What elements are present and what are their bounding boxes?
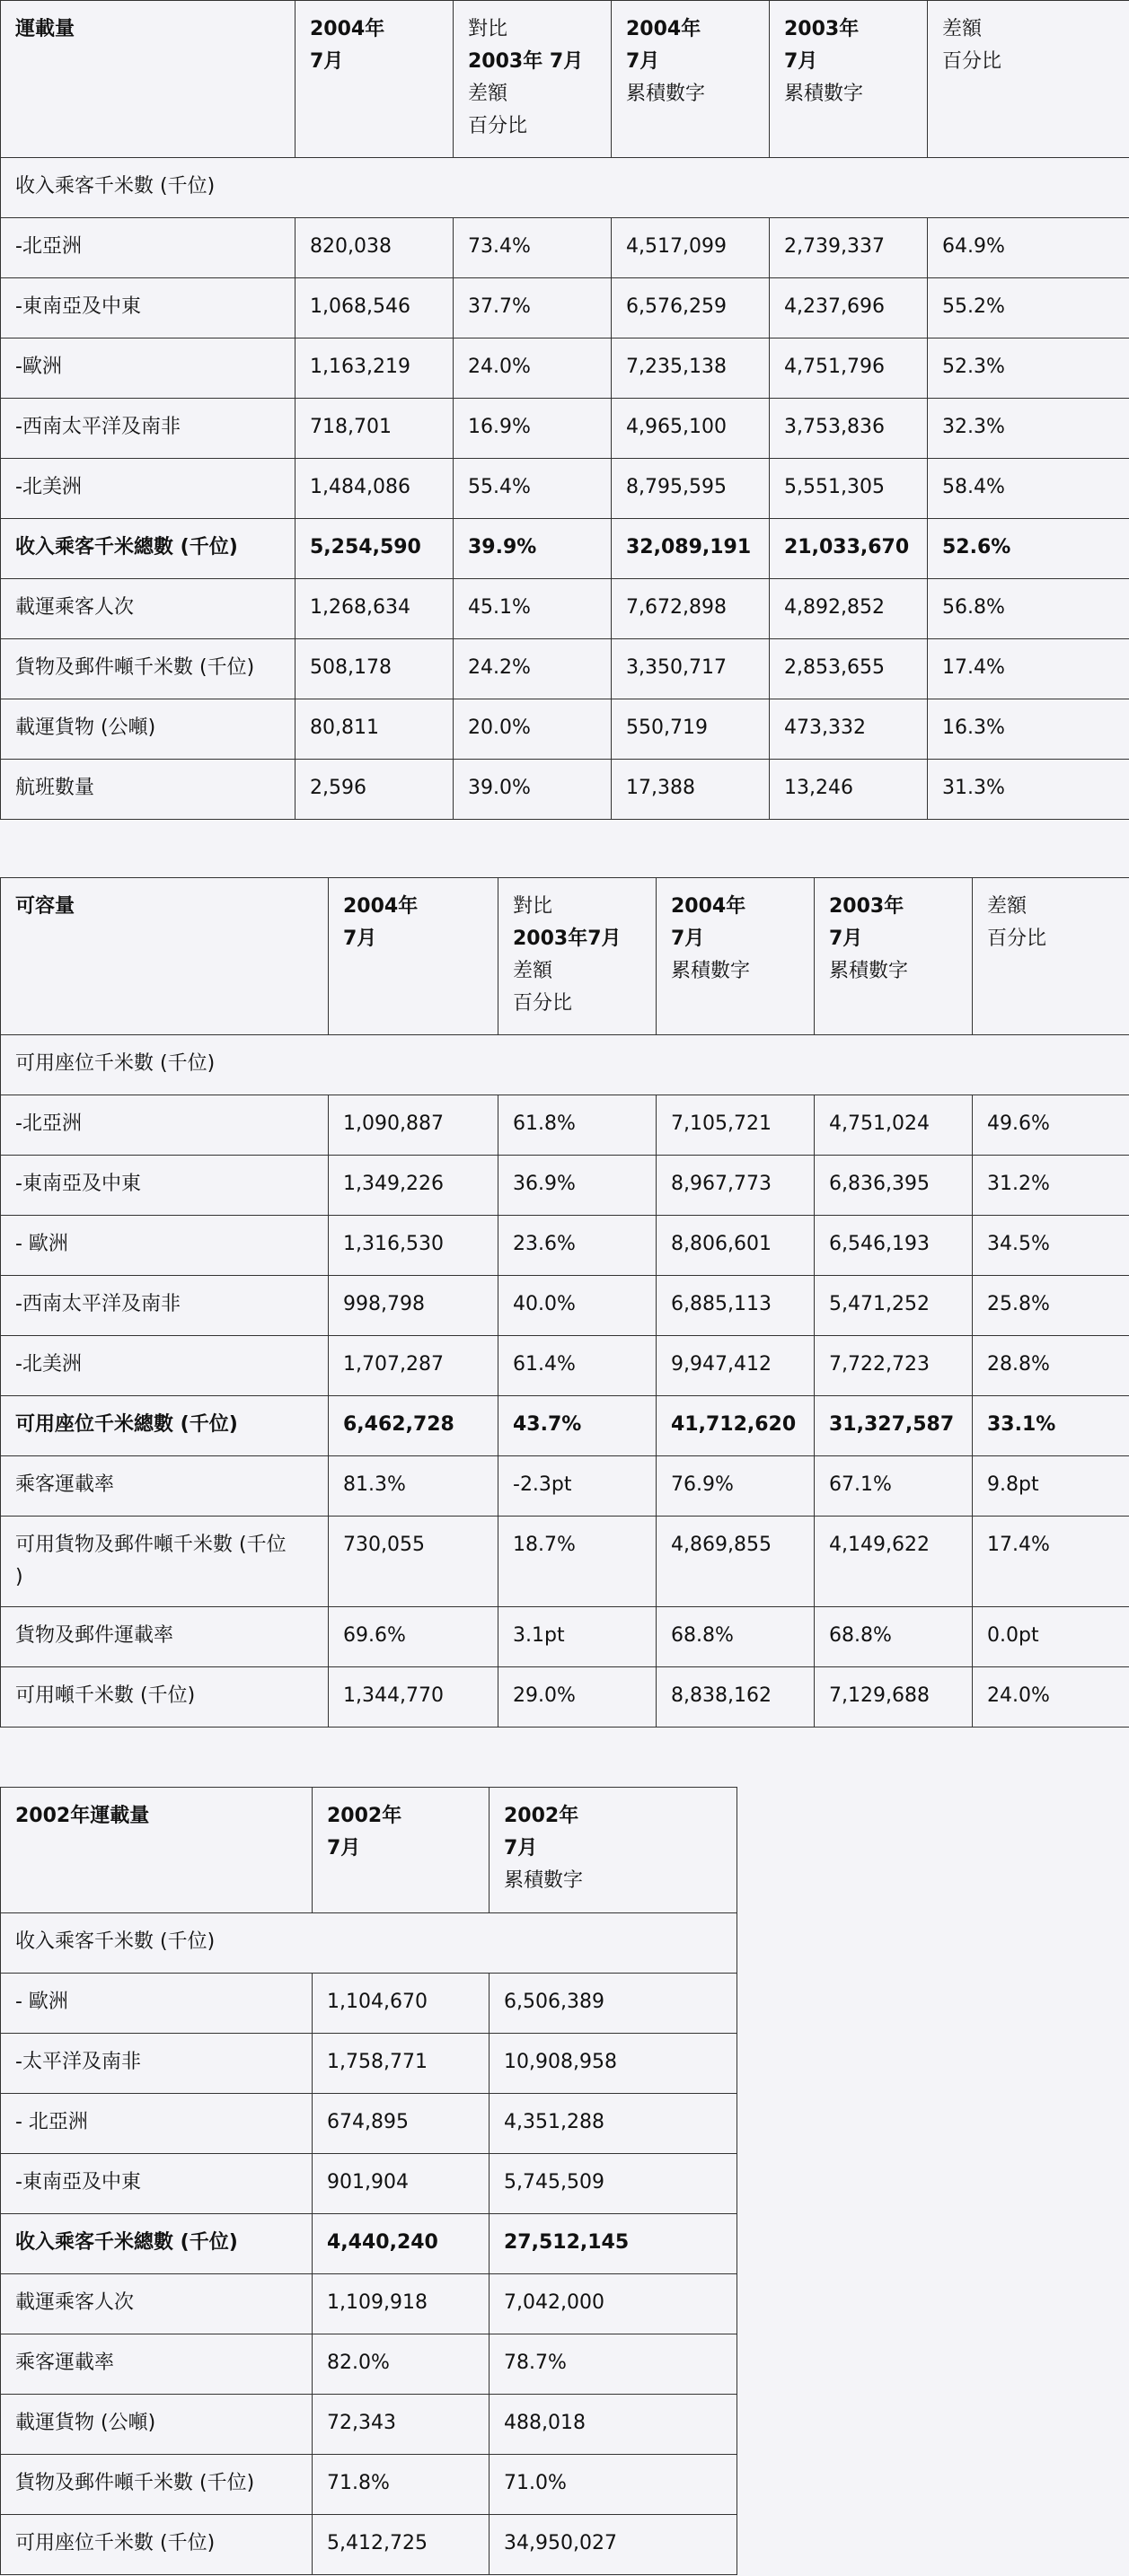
table-row [1,1156,1129,1216]
data-cell: 5,551,305 [770,459,928,519]
traffic-table-2002 [0,1787,737,2575]
table-header-row [1,1,1129,158]
data-cell: 61.8% [498,1095,657,1156]
table-row [1,1517,1129,1607]
table-header-row [1,878,1129,1035]
data-cell: 6,546,193 [815,1216,973,1276]
data-cell: 55.2% [928,278,1129,338]
row-label: 乘客運載率 [1,1456,329,1517]
header-line: 2004年 [343,895,419,918]
traffic-table-2004 [0,0,1129,820]
header-line: 累積數字 [671,960,751,982]
data-cell: 4,965,100 [612,399,770,459]
header-line: 7月 [784,50,818,73]
header-cell [329,878,498,1035]
row-label: 貨物及郵件運載率 [1,1607,329,1667]
row-label: 載運乘客人次 [1,2274,313,2334]
data-cell: 718,701 [295,399,454,459]
data-cell: 72,343 [313,2395,490,2455]
header-line: 差額 [987,895,1028,918]
data-cell: 18.7% [498,1517,657,1607]
table-row [1,699,1129,760]
row-label: -太平洋及南非 [1,2034,313,2094]
data-cell: 820,038 [295,218,454,278]
data-cell: 6,885,113 [657,1276,815,1336]
data-cell: 61.4% [498,1336,657,1396]
header-line: 7月 [626,50,660,73]
header-line: 2004年 [310,18,385,40]
data-cell: 71.8% [313,2455,490,2515]
data-cell: 40.0% [498,1276,657,1336]
data-cell: 488,018 [490,2395,737,2455]
header-line: 百分比 [468,115,528,137]
header-line: 7月 [310,50,344,73]
data-cell: 1,707,287 [329,1336,498,1396]
header-cell [657,878,815,1035]
header-line: 7月 [671,928,705,950]
table-row [1,579,1129,639]
data-cell: 4,751,024 [815,1095,973,1156]
data-cell: 36.9% [498,1156,657,1216]
header-cell [973,878,1129,1035]
header-line: 2003年 [829,895,904,918]
row-label: 載運乘客人次 [1,579,295,639]
data-cell: 82.0% [313,2334,490,2395]
section-row [1,1913,737,1974]
data-cell: 10,908,958 [490,2034,737,2094]
data-cell: 31.3% [928,760,1129,820]
data-cell: 1,758,771 [313,2034,490,2094]
header-line: 對比 [468,18,508,40]
data-cell: 7,672,898 [612,579,770,639]
table-row [1,2515,737,2575]
header-line: 2002年 [327,1805,402,1827]
data-cell: 25.8% [973,1276,1129,1336]
data-cell: 32,089,191 [612,519,770,579]
data-cell: 473,332 [770,699,928,760]
table-row [1,278,1129,338]
data-cell: 67.1% [815,1456,973,1517]
data-cell: 39.9% [454,519,612,579]
header-line: 2002年 [504,1805,579,1827]
row-label: - 歐洲 [1,1216,329,1276]
table-row [1,519,1129,579]
header-cell [454,1,612,158]
header-line: 7月 [343,928,377,950]
data-cell: 2,596 [295,760,454,820]
data-cell: 901,904 [313,2154,490,2214]
row-label: -西南太平洋及南非 [1,399,295,459]
header-line: 7月 [829,928,863,950]
data-cell: 29.0% [498,1667,657,1728]
table-row [1,1336,1129,1396]
header-line: 差額 [513,960,553,982]
table-row [1,1396,1129,1456]
data-cell: 23.6% [498,1216,657,1276]
row-label: 可用座位千米總數 (千位) [1,1396,329,1456]
header-cell [612,1,770,158]
data-cell: 0.0pt [973,1607,1129,1667]
row-label: 貨物及郵件噸千米數 (千位) [1,2455,313,2515]
header-line: 2003年 [784,18,860,40]
data-cell: 9.8pt [973,1456,1129,1517]
section-row [1,158,1129,218]
table-row [1,218,1129,278]
data-cell: 68.8% [815,1607,973,1667]
header-line: 7月 [327,1837,361,1859]
data-cell: 39.0% [454,760,612,820]
data-cell: 32.3% [928,399,1129,459]
data-cell: 7,105,721 [657,1095,815,1156]
data-cell: 8,967,773 [657,1156,815,1216]
table-row [1,2034,737,2094]
data-cell: 78.7% [490,2334,737,2395]
data-cell: 8,806,601 [657,1216,815,1276]
data-cell: 730,055 [329,1517,498,1607]
header-line: 2003年7月 [513,928,622,950]
data-cell: 4,869,855 [657,1517,815,1607]
header-line: 對比 [513,895,553,918]
data-cell: 4,237,696 [770,278,928,338]
table-row [1,1607,1129,1667]
row-label: -東南亞及中東 [1,1156,329,1216]
table-row [1,760,1129,820]
data-cell: 3.1pt [498,1607,657,1667]
data-cell: 4,892,852 [770,579,928,639]
row-label: 可用噸千米數 (千位) [1,1667,329,1728]
table-header-row [1,1788,737,1913]
header-cell: 2002年運載量 [1,1788,313,1913]
data-cell: 24.2% [454,639,612,699]
data-cell: 508,178 [295,639,454,699]
data-cell: 5,254,590 [295,519,454,579]
table-row [1,1456,1129,1517]
header-line: 2004年 [671,895,746,918]
data-cell: 68.8% [657,1607,815,1667]
data-cell: 28.8% [973,1336,1129,1396]
table-row [1,2094,737,2154]
data-cell: 4,751,796 [770,338,928,399]
row-label: -北美洲 [1,459,295,519]
data-cell: 1,344,770 [329,1667,498,1728]
data-cell: -2.3pt [498,1456,657,1517]
table-row [1,639,1129,699]
row-label: 載運貨物 (公噸) [1,699,295,760]
data-cell: 6,462,728 [329,1396,498,1456]
data-cell: 1,316,530 [329,1216,498,1276]
table-row [1,1276,1129,1336]
row-label: -北美洲 [1,1336,329,1396]
data-cell: 24.0% [454,338,612,399]
data-cell: 69.6% [329,1607,498,1667]
data-cell: 17.4% [973,1517,1129,1607]
table-row [1,1216,1129,1276]
header-cell [313,1788,490,1913]
data-cell: 17.4% [928,639,1129,699]
header-cell [928,1,1129,158]
data-cell: 550,719 [612,699,770,760]
header-cell: 運載量 [1,1,295,158]
data-cell: 3,753,836 [770,399,928,459]
row-label: 貨物及郵件噸千米數 (千位) [1,639,295,699]
section-label: 收入乘客千米數 (千位) [1,1913,737,1974]
header-cell [815,878,973,1035]
data-cell: 1,109,918 [313,2274,490,2334]
data-cell: 1,484,086 [295,459,454,519]
row-label: 航班數量 [1,760,295,820]
header-line: 7月 [504,1837,538,1859]
data-cell: 64.9% [928,218,1129,278]
data-cell: 4,440,240 [313,2214,490,2274]
data-cell: 6,506,389 [490,1974,737,2034]
table-row [1,2334,737,2395]
data-cell: 80,811 [295,699,454,760]
section-label: 可用座位千米數 (千位) [1,1035,1129,1095]
capacity-table-2004 [0,877,1129,1728]
header-line: 2003年 7月 [468,50,584,73]
data-cell: 43.7% [498,1396,657,1456]
data-cell: 71.0% [490,2455,737,2515]
header-cell [498,878,657,1035]
header-cell: 可容量 [1,878,329,1035]
row-label: -東南亞及中東 [1,2154,313,2214]
data-cell: 27,512,145 [490,2214,737,2274]
header-line: 累積數字 [829,960,909,982]
data-cell: 13,246 [770,760,928,820]
section-label: 收入乘客千米數 (千位) [1,158,1129,218]
table-row [1,338,1129,399]
row-label: - 北亞洲 [1,2094,313,2154]
table-row [1,2395,737,2455]
header-line: 2004年 [626,18,701,40]
header-line: 百分比 [942,50,1002,73]
data-cell: 37.7% [454,278,612,338]
data-cell: 55.4% [454,459,612,519]
row-label: -北亞洲 [1,1095,329,1156]
row-label: 可用座位千米數 (千位) [1,2515,313,2575]
row-label: 收入乘客千米總數 (千位) [1,519,295,579]
row-label: -西南太平洋及南非 [1,1276,329,1336]
header-cell [295,1,454,158]
data-cell: 7,129,688 [815,1667,973,1728]
data-cell: 49.6% [973,1095,1129,1156]
data-cell: 24.0% [973,1667,1129,1728]
header-cell [770,1,928,158]
row-label: -北亞洲 [1,218,295,278]
data-cell: 1,268,634 [295,579,454,639]
data-cell: 34,950,027 [490,2515,737,2575]
data-cell: 7,722,723 [815,1336,973,1396]
data-cell: 76.9% [657,1456,815,1517]
table-row [1,459,1129,519]
data-cell: 1,349,226 [329,1156,498,1216]
data-cell: 34.5% [973,1216,1129,1276]
data-cell: 17,388 [612,760,770,820]
row-label: 可用貨物及郵件噸千米數 (千位 ) [1,1517,329,1607]
data-cell: 52.6% [928,519,1129,579]
row-label: 乘客運載率 [1,2334,313,2395]
data-cell: 56.8% [928,579,1129,639]
data-cell: 6,836,395 [815,1156,973,1216]
data-cell: 998,798 [329,1276,498,1336]
data-cell: 31.2% [973,1156,1129,1216]
table-row [1,2154,737,2214]
data-cell: 2,739,337 [770,218,928,278]
data-cell: 4,351,288 [490,2094,737,2154]
section-row [1,1035,1129,1095]
row-label: -歐洲 [1,338,295,399]
data-cell: 33.1% [973,1396,1129,1456]
table-row [1,2214,737,2274]
row-label: -東南亞及中東 [1,278,295,338]
data-cell: 73.4% [454,218,612,278]
data-cell: 3,350,717 [612,639,770,699]
data-cell: 20.0% [454,699,612,760]
data-cell: 21,033,670 [770,519,928,579]
table-row [1,1095,1129,1156]
header-line: 百分比 [987,928,1047,950]
data-cell: 7,235,138 [612,338,770,399]
row-label: 載運貨物 (公噸) [1,2395,313,2455]
table-row [1,399,1129,459]
data-cell: 5,745,509 [490,2154,737,2214]
data-cell: 5,412,725 [313,2515,490,2575]
header-line: 百分比 [513,992,573,1015]
data-cell: 52.3% [928,338,1129,399]
data-cell: 6,576,259 [612,278,770,338]
header-line: 累積數字 [626,83,706,105]
table-row [1,1667,1129,1728]
header-line: 累積數字 [784,83,864,105]
data-cell: 8,795,595 [612,459,770,519]
data-cell: 41,712,620 [657,1396,815,1456]
data-cell: 8,838,162 [657,1667,815,1728]
table-row [1,1974,737,2034]
data-cell: 16.3% [928,699,1129,760]
header-line: 累積數字 [504,1869,584,1892]
row-label: 收入乘客千米總數 (千位) [1,2214,313,2274]
table-row [1,2274,737,2334]
data-cell: 4,149,622 [815,1517,973,1607]
data-cell: 1,090,887 [329,1095,498,1156]
data-cell: 81.3% [329,1456,498,1517]
data-cell: 1,163,219 [295,338,454,399]
data-cell: 1,104,670 [313,1974,490,2034]
data-cell: 9,947,412 [657,1336,815,1396]
data-cell: 58.4% [928,459,1129,519]
data-cell: 5,471,252 [815,1276,973,1336]
data-cell: 7,042,000 [490,2274,737,2334]
data-cell: 1,068,546 [295,278,454,338]
data-cell: 31,327,587 [815,1396,973,1456]
data-cell: 16.9% [454,399,612,459]
header-cell [490,1788,737,1913]
data-cell: 45.1% [454,579,612,639]
header-line: 差額 [468,83,508,105]
data-cell: 2,853,655 [770,639,928,699]
header-line: 差額 [942,18,983,40]
row-label: - 歐洲 [1,1974,313,2034]
table-row [1,2455,737,2515]
data-cell: 4,517,099 [612,218,770,278]
data-cell: 674,895 [313,2094,490,2154]
